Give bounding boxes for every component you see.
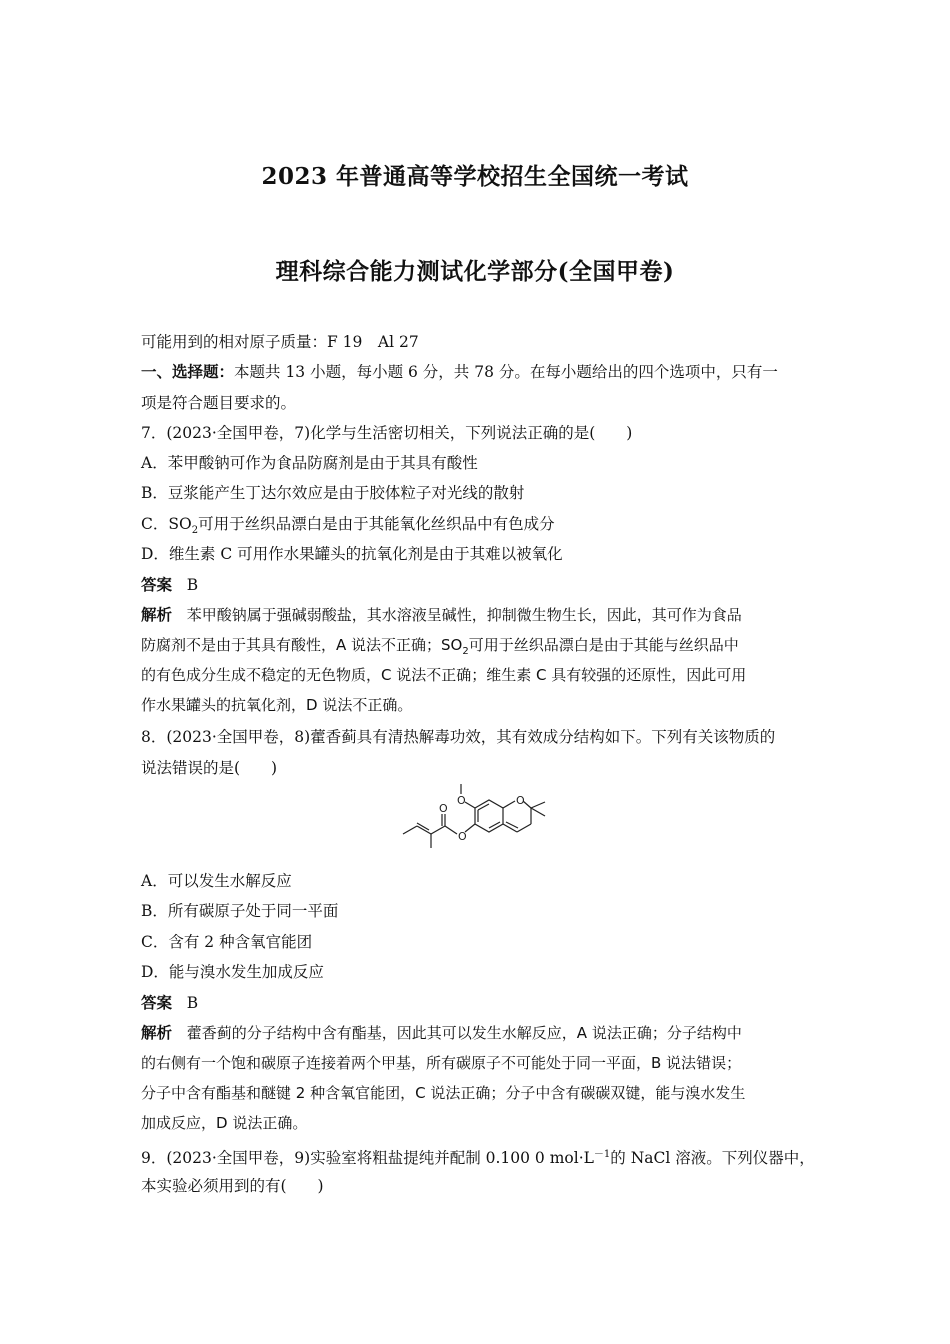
title-exam: 2023 年普通高等学校招生全国统一考试	[261, 163, 689, 190]
q7-answer	[141, 574, 198, 596]
q7-option-b: B．豆浆能产生丁达尔效应是由于胶体粒子对光线的散射	[141, 484, 525, 502]
atom-o-ester: O	[458, 830, 467, 843]
q9-stem-1	[141, 1144, 815, 1169]
q7-analysis-4: 作水果罐头的抗氧化剂，D 说法不正确。	[141, 696, 413, 714]
q8-analysis-text-1: 藿香蓟的分子结构中含有酯基，因此其可以发生水解反应，A 说法正确；分子结构中	[186, 1024, 742, 1042]
atom-o-methoxy: O	[457, 794, 466, 807]
atom-o-ring: O	[516, 794, 525, 807]
q7-analysis-2	[141, 634, 739, 663]
q7-option-c	[141, 513, 555, 542]
q8-analysis-2: 的右侧有一个饱和碳原子连接着两个甲基，所有碳原子不可能处于同一平面，B 说法错误；	[141, 1054, 742, 1072]
q7-analysis-label: 解析	[141, 605, 173, 624]
section-text-2: 项是符合题目要求的。	[141, 394, 297, 412]
q7-analysis-1	[141, 604, 742, 626]
q7-analysis-2-pre: 防腐剂不是由于其具有酸性，A 说法不正确；SO	[141, 636, 463, 654]
q9-stem-1-post: 的 NaCl 溶液。下列仪器中，	[610, 1149, 815, 1168]
benzene-ring	[475, 800, 503, 832]
q8-analysis-3: 分子中含有酯基和醚键 2 种含氧官能团，C 说法正确；分子中含有碳碳双键，能与溴水发生	[141, 1084, 746, 1102]
q7-answer-value: B	[186, 576, 199, 594]
q7-option-a: A．苯甲酸钠可作为食品防腐剂是由于其具有酸性	[141, 454, 478, 472]
q7-option-c-pre: C．SO	[141, 515, 192, 533]
q7-option-c-sub: 2	[191, 525, 199, 537]
q8-stem-1: 8．(2023·全国甲卷，8)藿香蓟具有清热解毒功效，其有效成分结构如下。下列有关该物质的	[141, 728, 776, 746]
q7-analysis-text-1: 苯甲酸钠属于强碱弱酸盐，其水溶液呈碱性，抑制微生物生长，因此，其可作为食品	[186, 606, 742, 624]
q8-option-b: B．所有碳原子处于同一平面	[141, 902, 339, 920]
q8-answer-label: 答案	[141, 993, 173, 1012]
section-heading	[141, 361, 778, 383]
section-text-1: 本题共 13 小题，每小题 6 分，共 78 分。在每小题给出的四个选项中，只有一	[234, 363, 778, 381]
title-subject: 理科综合能力测试化学部分(全国甲卷)	[275, 258, 675, 285]
q9-stem-2: 本实验必须用到的有( )	[141, 1177, 324, 1195]
q8-option-a: A．可以发生水解反应	[141, 872, 292, 890]
molecule-structure-diagram	[395, 782, 555, 862]
atom-o-carbonyl: O	[439, 802, 448, 815]
q8-analysis-4: 加成反应，D 说法正确。	[141, 1114, 308, 1132]
q7-analysis-2-sub: 2	[462, 646, 469, 657]
q7-analysis-3: 的有色成分生成不稳定的无色物质，C 说法不正确；维生素 C 具有较强的还原性，因此可用	[141, 666, 747, 684]
atomic-mass-line: 可能用到的相对原子质量：F 19 Al 27	[141, 333, 419, 351]
q8-option-c: C．含有 2 种含氧官能团	[141, 933, 313, 951]
q7-option-c-post: 可用于丝织品漂白是由于其能氧化丝织品中有色成分	[198, 515, 555, 533]
q8-analysis-1	[141, 1022, 742, 1044]
q8-answer-value: B	[186, 994, 199, 1012]
section-label: 一、选择题：	[141, 362, 235, 381]
q9-stem-1-pre: 9．(2023·全国甲卷，9)实验室将粗盐提纯并配制 0.100 0 mol·L	[141, 1149, 594, 1168]
q8-answer	[141, 992, 198, 1014]
q7-answer-label: 答案	[141, 575, 173, 594]
q9-stem-1-sup: －1	[593, 1149, 611, 1160]
q7-stem: 7．(2023·全国甲卷，7)化学与生活密切相关，下列说法正确的是( )	[141, 424, 633, 442]
q8-option-d: D．能与溴水发生加成反应	[141, 963, 324, 981]
q7-analysis-2-post: 可用于丝织品漂白是由于其能与丝织品中	[468, 636, 739, 654]
q8-stem-2: 说法错误的是( )	[141, 759, 278, 777]
q7-option-d: D．维生素 C 可用作水果罐头的抗氧化剂是由于其难以被氧化	[141, 545, 563, 563]
q8-analysis-label: 解析	[141, 1023, 173, 1042]
